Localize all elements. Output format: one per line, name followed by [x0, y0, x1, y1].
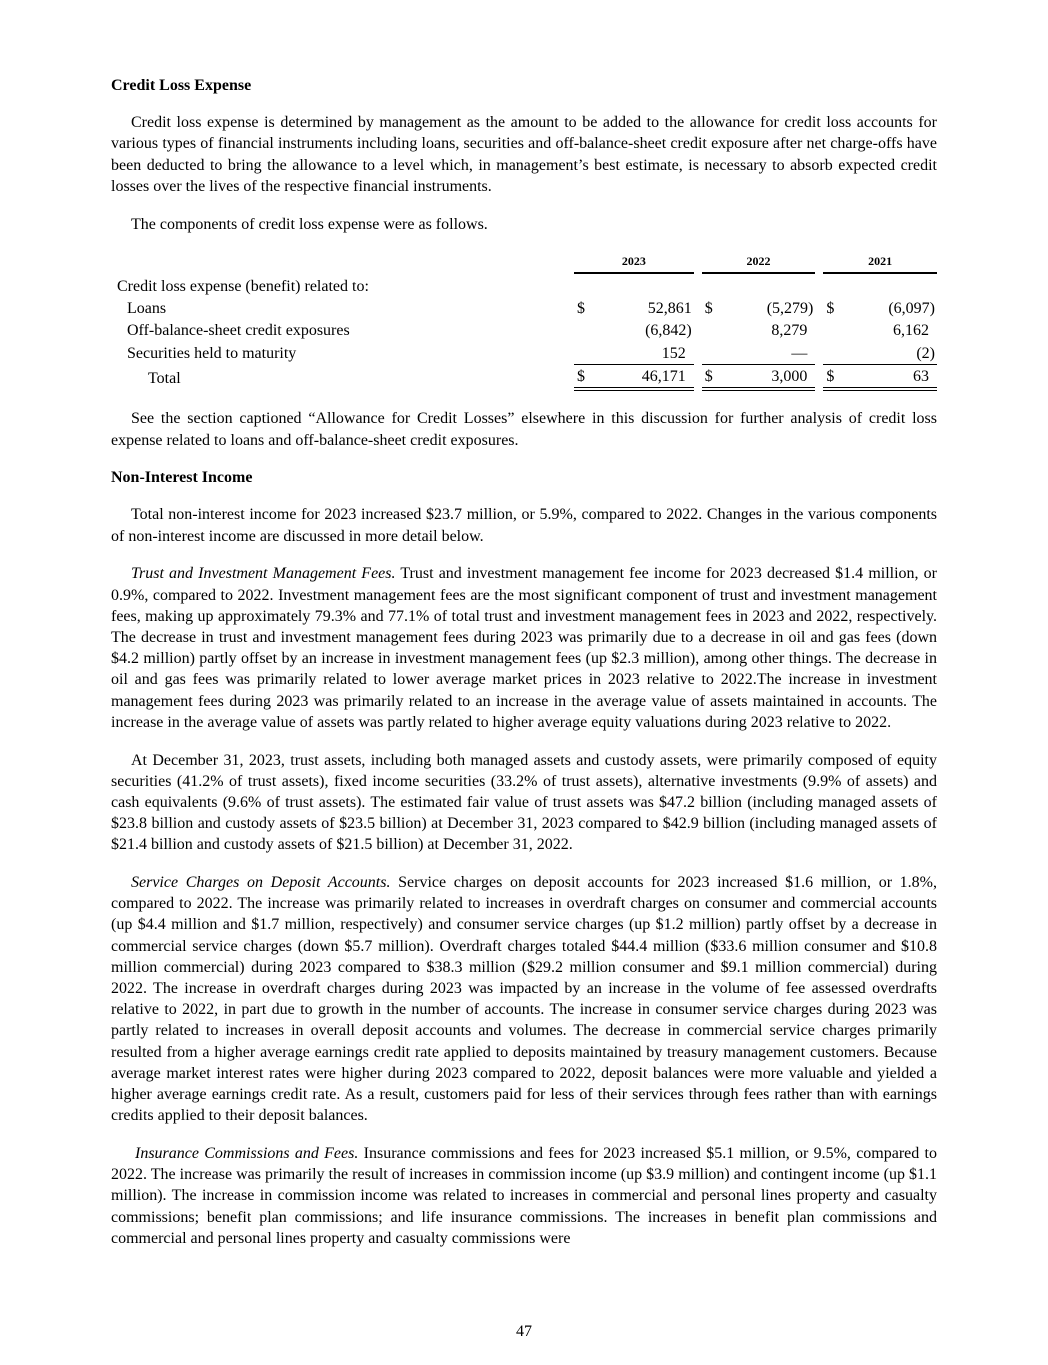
paragraph-service-charges: [111, 872, 937, 1126]
currency-symbol: $: [577, 300, 585, 317]
column-header: 2021: [823, 251, 937, 273]
currency-symbol: $: [702, 364, 727, 389]
section-heading-credit-loss-expense: Credit Loss Expense: [111, 77, 252, 94]
paragraph-insurance: [111, 1143, 937, 1249]
currency-symbol: $: [823, 364, 848, 389]
page-content: [111, 75, 937, 1265]
cell-value: 63: [848, 364, 937, 389]
cell-value: 8,279: [771, 322, 808, 340]
subheading: Insurance Commissions and Fees.: [135, 1144, 359, 1162]
column-header: 2022: [702, 251, 816, 273]
subheading: Service Charges on Deposit Accounts.: [131, 874, 391, 892]
table-header-row: [111, 251, 937, 273]
table-row: [111, 297, 937, 319]
cell-value: (6,842): [645, 322, 692, 340]
table-total-row: [111, 364, 937, 389]
currency-symbol: $: [574, 364, 599, 389]
cell-value: (5,279): [766, 300, 814, 317]
row-label: Total: [148, 370, 181, 388]
paragraph: At December 31, 2023, trust assets, including both managed assets and custody assets, were primarily composed of equity securities (41.2% of trust assets), fixed income securities (33.2% of trust assets), alternative investments (9.9% of assets) and cash equivalents (9.6% of trust assets). The estimated fair value of trust assets was $47.2 billion (including managed assets of $23.8 billion and custody assets of $23.5 billion) at December 31, 2023 compared to $42.9 billion (including managed assets of $21.4 billion and custody assets of $21.5 billion) at December 31, 2022.: [111, 751, 937, 854]
row-label: Off-balance-sheet credit exposures: [127, 322, 350, 340]
cell-value: 52,861: [647, 300, 692, 317]
currency-symbol: $: [826, 300, 835, 317]
paragraph: The components of credit loss expense were as follows.: [131, 215, 488, 233]
column-header: 2023: [574, 251, 694, 273]
paragraph: See the section captioned “Allowance for Credit Losses” elsewhere in this discussion for further analysis of credit loss expense related to loans and off-balance-sheet credit exposures.: [111, 410, 937, 449]
table-row: [111, 319, 937, 341]
section-heading-non-interest-income: Non-Interest Income: [111, 469, 253, 487]
table-row: [111, 342, 937, 365]
row-label: Securities held to maturity: [127, 345, 297, 363]
cell-value: (6,097): [888, 300, 935, 317]
subheading: Trust and Investment Management Fees.: [131, 565, 396, 583]
paragraph-text: Service charges on deposit accounts for 2023 increased $1.6 million, or 1.8%, compared to 2022. The increase was primarily related to increases in overdraft charges on consumer and commercial accounts (up $4.4 million and $1.7 million, respectively) and consumer service charges (up $1.2 million) partly offset by a decrease in commercial service charges (down $5.7 million). Overdraft charges totaled $44.4 million ($33.6 million consumer and $10.8 million commercial) during 2023 compared to $38.3 million ($29.2 million consumer and $9.1 million commercial) during 2022. The increase in overdraft charges during 2023 was impacted by an increase in the volume of fee assessed overdrafts relative to 2022, in part due to growth in the number of accounts. The increase in consumer service charges during 2023 was partly related to increases in overall deposit accounts and volumes. The decrease in commercial service charges primarily resulted from a higher average earnings credit rate applied to deposits maintained by treasury management customers. Because average market interest rates were higher during 2023 compared to 2022, deposit balances were more valuable and yielded a higher average earnings credit rate. As a result, customers paid for less of their services through fees rather than with earnings credits applied to their deposit balances.: [111, 874, 938, 1125]
currency-symbol: $: [704, 300, 713, 317]
cell-value: —: [791, 344, 808, 362]
cell-value: 3,000: [727, 364, 816, 389]
paragraph-text: Insurance commissions and fees for 2023 increased $5.1 million, or 9.5%, compared to 2022. The increase was primarily the result of increases in commission income (up $3.9 million) and contingent income (up $1.1 million). The increase in commission income was related to increases in commercial and personal lines property and casualty commissions; benefit plan commissions; and life insurance commissions. The increases in benefit plan commissions and commercial and personal lines property and casualty commissions were: [111, 1144, 937, 1247]
cell-value: 6,162: [893, 322, 929, 340]
cell-value: (2): [916, 344, 935, 362]
page-number: 47: [516, 1323, 532, 1340]
paragraph-trust-fees: [111, 563, 937, 733]
cell-value: 46,171: [599, 364, 694, 389]
paragraph: Credit loss expense is determined by management as the amount to be added to the allowance for credit loss accounts for various types of financial instruments including loans, securities and off-balance-sheet credit exposure after net charge-offs have been deducted to bring the allowance to a level which, in management’s best estimate, is necessary to absorb expected credit losses over the lives of the respective financial instruments.: [111, 114, 937, 195]
row-label: Credit loss expense (benefit) related to:: [117, 277, 369, 295]
cell-value: 152: [661, 344, 686, 362]
table-row: [111, 273, 937, 296]
paragraph: Total non-interest income for 2023 increased $23.7 million, or 5.9%, compared to 2022. Changes in the various components of non-interest income are discussed in more detail below.: [111, 506, 937, 545]
paragraph-text: Trust and investment management fee income for 2023 decreased $1.4 million, or 0.9%, compared to 2022. Investment management fees are the most significant component of trust and investment management fees, making up approximately 79.3% and 77.1% of total trust and investment management fees in 2023 and 2022, respectively. The decrease in trust and investment management fees during 2023 was primarily due to a decrease in oil and gas fees (down $4.2 million) partly offset by an increase in investment management fees (up $2.3 million), among other things. The decrease in oil and gas fees was primarily related to lower average market prices in 2023 relative to 2022.The increase in investment management fees during 2023 was primarily related to an increase in the average value of assets maintained in accounts. The increase in the average value of assets was partly related to higher average equity valuations during 2023 relative to 2022.: [111, 565, 938, 731]
row-label: Loans: [127, 300, 167, 317]
credit-loss-table: [111, 251, 937, 391]
